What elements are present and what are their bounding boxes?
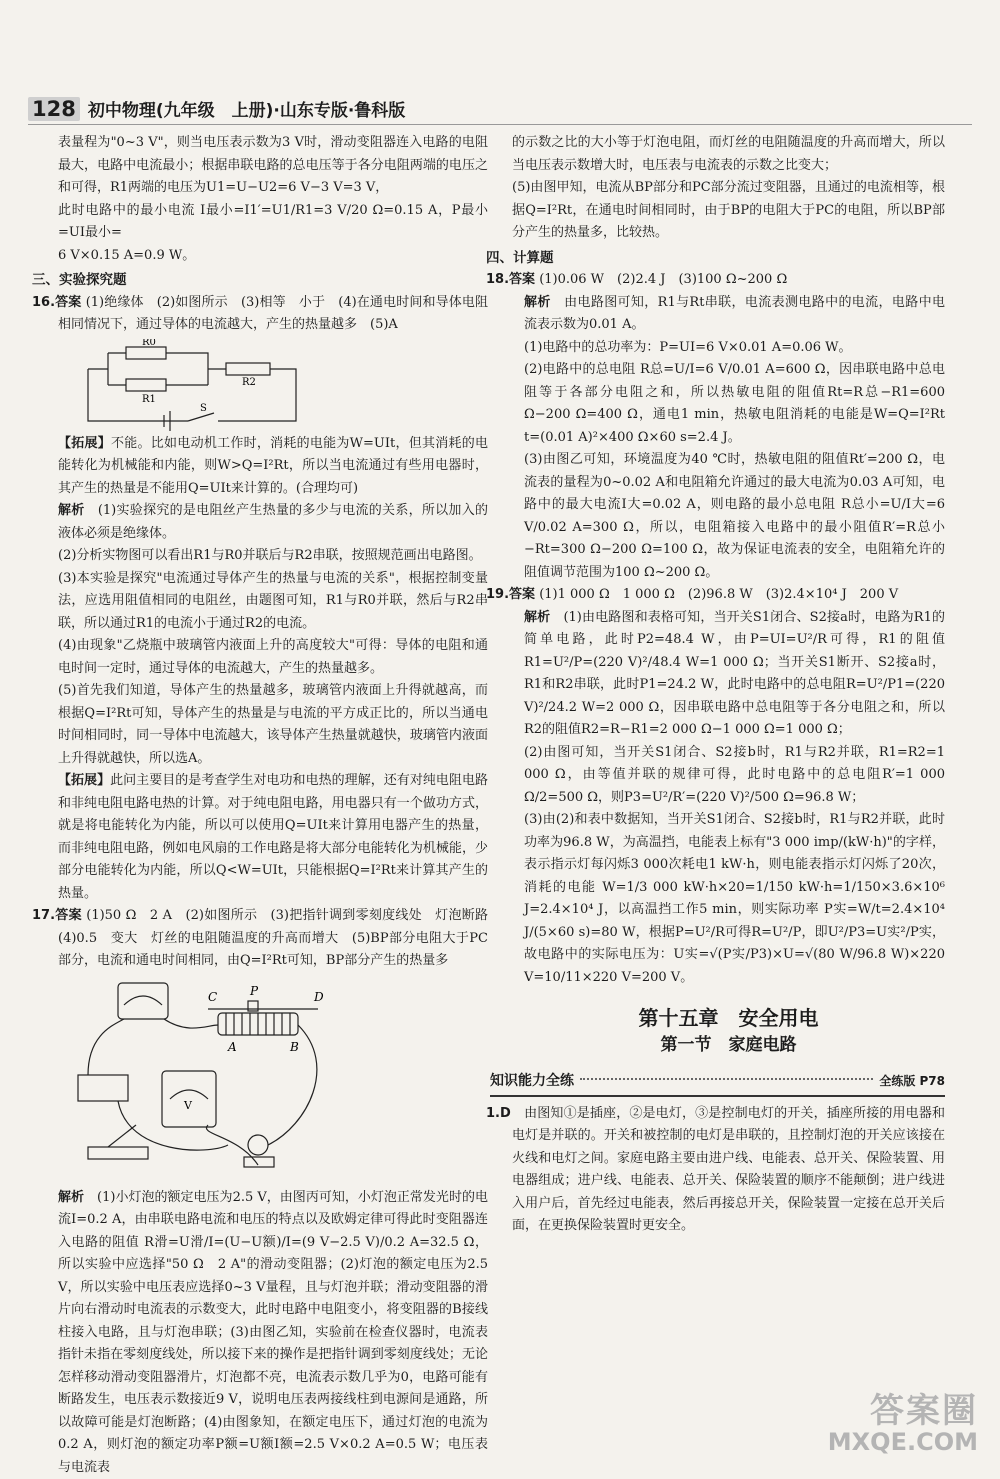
- q16-extension: [58, 433, 488, 501]
- q15-continued-2: 此时电路中的最小电流 I最小=I1′=U1/R1=3 V/20 Ω=0.15 A，P最小=UI最小=: [58, 200, 488, 245]
- q16-extension-text: 不能。比如电动机工作时，消耗的电能为W=UIt，但其消耗的电能转化为机械能和内能，则W>Q=I²Rt，所以当电流通过有些用电器时，其产生的热量是不能用Q=UIt来计算的。(合理均可): [58, 436, 488, 496]
- q18-number: 18.: [486, 272, 509, 287]
- q19-answer-label: 答案: [509, 587, 535, 602]
- q19-answer-text: (1)1 000 Ω 1 000 Ω (2)96.8 W (3)2.4×10⁴ J 200 V: [539, 587, 898, 602]
- slider-p-label: P: [249, 984, 259, 998]
- q17-answer: [58, 905, 488, 973]
- q18-analysis-3: (2)电路中的总电阻 R总=U/I=6 V/0.01 A=600 Ω，因串联电路中总电阻等于各部分电阻之和，所以热敏电阻的阻值Rt=R总−R1=600 Ω−200 Ω=400 Ω，通电1 min，热敏电阻消耗的电能是W=Q=I²Rt t=(0.01 A)²×400 Ω×60 s=2.4 J。: [512, 359, 945, 449]
- q19-analysis-label: 解析: [524, 610, 550, 625]
- q16-answer-text: (1)绝缘体 (2)如图所示 (3)相等 小于 (4)在通电时间和导体电阻相同情况下，通过导体的电流越大，产生的热量越多 (5)A: [58, 295, 488, 333]
- extension-label-2: 【拓展】: [58, 773, 110, 788]
- q16-analysis-5: (5)首先我们知道，导体产生的热量越多，玻璃管内液面上升得就越高，而根据Q=I²Rt可知，导体产生的热量是与电流的平方成正比的，所以当通电时间相同时，同一导体中电流越大，该导体产生热量就越快，玻璃管内液面上升得就越快，所以选A。: [58, 680, 488, 770]
- q16-extension-2-text: 此问主要目的是考查学生对电功和电热的理解，还有对纯电阻电路和非纯电阻电路电热的计算。对于纯电阻电路，用电器只有一个做功方式，就是将电能转化为内能，所以可以使用Q=UIt来计算用电器产生的热量，而非纯电阻电路，例如电风扇的工作电路是将大部分电能转化为机械能，少部分电能转化为内能，所以Q<W=UIt，只能根据Q=I²Rt来计算其产生的热量。: [58, 773, 488, 901]
- q16-answer-label: 答案: [55, 295, 81, 310]
- q19-analysis-3: (3)由(2)和表中数据知，当开关S1闭合、S2接b时，R1与R2并联，此时功率为96.8 W，为高温挡，电能表上标有"3 000 imp/(kW·h)"的字样，表示指示灯每闪烁3 000次耗电1 kW·h，则电能表指示灯闪烁了20次，消耗的电能 W=1/3 000 kW·h×20=1/150 kW·h=1/150×3.6×10⁶ J=2.4×10⁴ J，以高温挡工作5 min，则实际功率 P实=W/t=2.4×10⁴ J/(5×60 s)=80 W，根据P=U²/R可得R=U²/P，即U²/P3=U实²/P实，故电路中的实际电压为：U实=√(P实/P3)×U=√(80 W/96.8 W)×220 V=10/11×220 V=200 V。: [512, 809, 945, 989]
- q1-number: 1.D: [486, 1106, 511, 1121]
- extension-label: 【拓展】: [58, 436, 111, 451]
- q18-analysis-4: (3)由图乙可知，环境温度为40 ℃时，热敏电阻的阻值Rt′=200 Ω，电流表的量程为0~0.02 A和电阻箱允许通过的最大电流为0.03 A可知，电路中的最大电流I大=0.02 A，则电路的最小总电阻 R总小=U/I大=6 V/0.02 A=300 Ω，所以，电阻箱接入电路中的最小阻值R′=R总小−Rt=300 Ω−200 Ω=100 Ω，故为保证电流表的安全，电阻箱允许的阻值调节范围为100 Ω~200 Ω。: [512, 449, 945, 584]
- leader-dots: [580, 1078, 873, 1080]
- q16-answer: [58, 292, 488, 337]
- q16-analysis-1: [58, 500, 488, 545]
- terminal-a-label: A: [227, 1040, 237, 1054]
- q15-continued-1: 表量程为"0~3 V"，则当电压表示数为3 V时，滑动变阻器连入电路的电阻最大，电路中电流最小；根据串联电路的总电压等于各分电阻两端的电压之和可得，R1两端的电压为U1=U−U2=6 V−3 V=3 V，: [58, 132, 488, 200]
- section-calculations: 四、计算题: [486, 247, 945, 270]
- q19-analysis-1: [512, 607, 945, 742]
- q17-circuit-illustration: [58, 975, 358, 1185]
- practice-bar: [490, 1070, 945, 1097]
- q18-analysis-1: [512, 292, 945, 337]
- terminal-c-label: C: [208, 990, 217, 1004]
- q16-number: 16.: [32, 295, 55, 310]
- header-rule: [28, 124, 972, 125]
- q1-answer: [512, 1103, 945, 1238]
- left-column: [58, 132, 488, 1479]
- q18-answer-text: (1)0.06 W (2)2.4 J (3)100 Ω~200 Ω: [539, 272, 787, 287]
- q17-analysis-continued-1: 的示数之比的大小等于灯泡电阻，而灯丝的电阻随温度的升高而增大，所以当电压表示数增大时，电压表与电流表的示数之比变大；: [512, 132, 945, 177]
- q19-analysis-2: (2)由图可知，当开关S1闭合、S2接b时，R1与R2并联，R1=R2=1 000 Ω，由等值并联的规律可得，此时电路中的总电阻R′=1 000 Ω/2=500 Ω，则P3=U²/R′=(220 V)²/500 Ω=96.8 W；: [512, 742, 945, 810]
- q17-analysis: [58, 1187, 488, 1479]
- q17-analysis-continued-2: (5)由图甲知，电流从BP部分和PC部分流过变阻器，且通过的电流相等，根据Q=I²Rt，在通电时间相同时，由于BP的电阻大于PC的电阻，所以BP部分产生的热量多，比较热。: [512, 177, 945, 245]
- watermark-line-1: 答案圈: [828, 1394, 978, 1430]
- q16-analysis-4: (4)由现象"乙烧瓶中玻璃管内液面上升的高度较大"可得：导体的电阻和通电时间一定时，通过导体的电流越大，产生的热量越多。: [58, 635, 488, 680]
- q18-analysis-2: (1)电路中的总功率为：P=UI=6 V×0.01 A=0.06 W。: [512, 337, 945, 360]
- q17-analysis-label: 解析: [58, 1190, 84, 1205]
- q17-answer-label: 答案: [55, 908, 82, 923]
- page-number: 128: [28, 97, 80, 121]
- section-title: 第一节 家庭电路: [512, 1034, 945, 1057]
- q17-analysis-text: (1)小灯泡的额定电压为2.5 V，由图丙可知，小灯泡正常发光时的电流I=0.2 A，由串联电路电流和电压的特点以及欧姆定律可得此时变阻器连入电路的阻值 R滑=U滑/I=(U−U额)/I=(9 V−2.5 V)/0.2 A=32.5 Ω，所以实验中应选择"50 Ω 2 A"的滑动变阻器；(2)灯泡的额定电压为2.5 V，所以实验中电压表应选择0~3 V量程，且与灯泡并联；滑动变阻器的滑片向右滑动时电流表的示数变大，此时电路中电阻变小，将变阻器的B接线柱接入电路，且与灯泡串联；(3)由图乙知，实验前在检查仪器时，电流表指针未指在零刻度线处，所以接下来的操作是把指针调到零刻度线处；无论怎样移动滑动变阻器滑片，灯泡都不亮，电流表示数几乎为0，电路可能有断路发生，电压表示数接近9 V，说明电压表两接线柱到电源间是通路，所以故障可能是灯泡断路；(4)由图象知，在额定电压下，通过灯泡的电流为0.2 A，则灯泡的额定功率P额=U额I额=2.5 V×0.2 A=0.5 W；电压表与电流表: [58, 1190, 488, 1475]
- book-title: 初中物理(九年级 上册)·山东专版·鲁科版: [88, 96, 405, 121]
- q16-circuit-diagram: [58, 339, 308, 431]
- q19-analysis-text-1: (1)由电路图和表格可知，当开关S1闭合、S2接a时，电路为R1的简单电路，此时P2=48.4 W，由P=UI=U²/R可得，R1的阻值R1=U²/P=(220 V)²/48.4 W=1 000 Ω；当开关S1断开、S2接a时，R1和R2串联，此时P1=24.2 W，此时电路中的总电阻R=U²/P1=(220 V)²/24.2 W=2 000 Ω，因串联电路中总电阻等于各分电阻之和，所以R2的阻值R2=R−R1=2 000 Ω−1 000 Ω=1 000 Ω；: [524, 610, 945, 738]
- right-column: [512, 132, 945, 1238]
- q16-analysis-label: 解析: [58, 503, 85, 518]
- q18-analysis-label: 解析: [524, 295, 551, 310]
- q16-analysis-2: (2)分析实物图可以看出R1与R0并联后与R2串联，按照规范画出电路图。: [58, 545, 488, 568]
- q18-answer-label: 答案: [509, 272, 535, 287]
- q18-answer: [512, 269, 945, 292]
- watermark-line-2: MXQE.COM: [828, 1430, 978, 1455]
- q17-number: 17.: [32, 908, 55, 923]
- q16-extension-2: [58, 770, 488, 905]
- r1-label: R1: [142, 394, 156, 405]
- section-experiments: 三、实验探究题: [32, 269, 488, 292]
- page-header: [28, 96, 405, 121]
- terminal-d-label: D: [313, 990, 324, 1004]
- q18-analysis-text-1: 由电路图可知，R1与Rt串联，电流表测电路中的电流，电路中电流表示数为0.01 A。: [524, 295, 945, 333]
- q16-analysis-3: (3)本实验是探究"电流通过导体产生的热量与电流的关系"，根据控制变量法，应选用阻值相同的电阻丝，由题图可知，R1与R0并联，然后与R2串联，所以通过R1的电流小于通过R2的电流。: [58, 568, 488, 636]
- switch-label: S: [200, 403, 207, 414]
- q17-answer-text: (1)50 Ω 2 A (2)如图所示 (3)把指针调到零刻度线处 灯泡断路 (4)0.5 变大 灯丝的电阻随温度的升高而增大 (5)BP部分电阻大于PC部分，电流和通电时间相同，由Q=I²Rt可知，BP部分产生的热量多: [58, 908, 501, 968]
- r2-label: R2: [242, 377, 256, 388]
- site-watermark: [828, 1394, 978, 1455]
- q19-answer: [512, 584, 945, 607]
- terminal-b-label: B: [289, 1040, 299, 1054]
- chapter-title: 第十五章 安全用电: [512, 1007, 945, 1030]
- q1-analysis-text: 由图知①是插座，②是电灯，③是控制电灯的开关，插座所接的用电器和电灯是并联的。开关和被控制的电灯是串联的，且控制灯泡的开关应该接在火线和电灯之间。家庭电路主要由进户线、电能表、总开关、保险装置、用电器组成；进户线、电能表、总开关、保险装置的顺序不能颠倒；进户线进入用户后，首先经过电能表，然后再接总开关，保险装置一定接在总开关后面，在更换保险装置时更安全。: [512, 1106, 945, 1234]
- voltmeter-label: V: [183, 1099, 193, 1112]
- q19-number: 19.: [486, 587, 509, 602]
- r0-label: R0: [142, 339, 156, 348]
- q16-analysis-text-1: (1)实验探究的是电阻丝产生热量的多少与电流的关系，所以加入的液体必须是绝缘体。: [58, 503, 488, 541]
- practice-bar-title: 知识能力全练: [490, 1070, 574, 1093]
- practice-bar-reference: 全练版 P78: [879, 1070, 945, 1093]
- q15-continued-3: 6 V×0.15 A=0.9 W。: [58, 245, 488, 268]
